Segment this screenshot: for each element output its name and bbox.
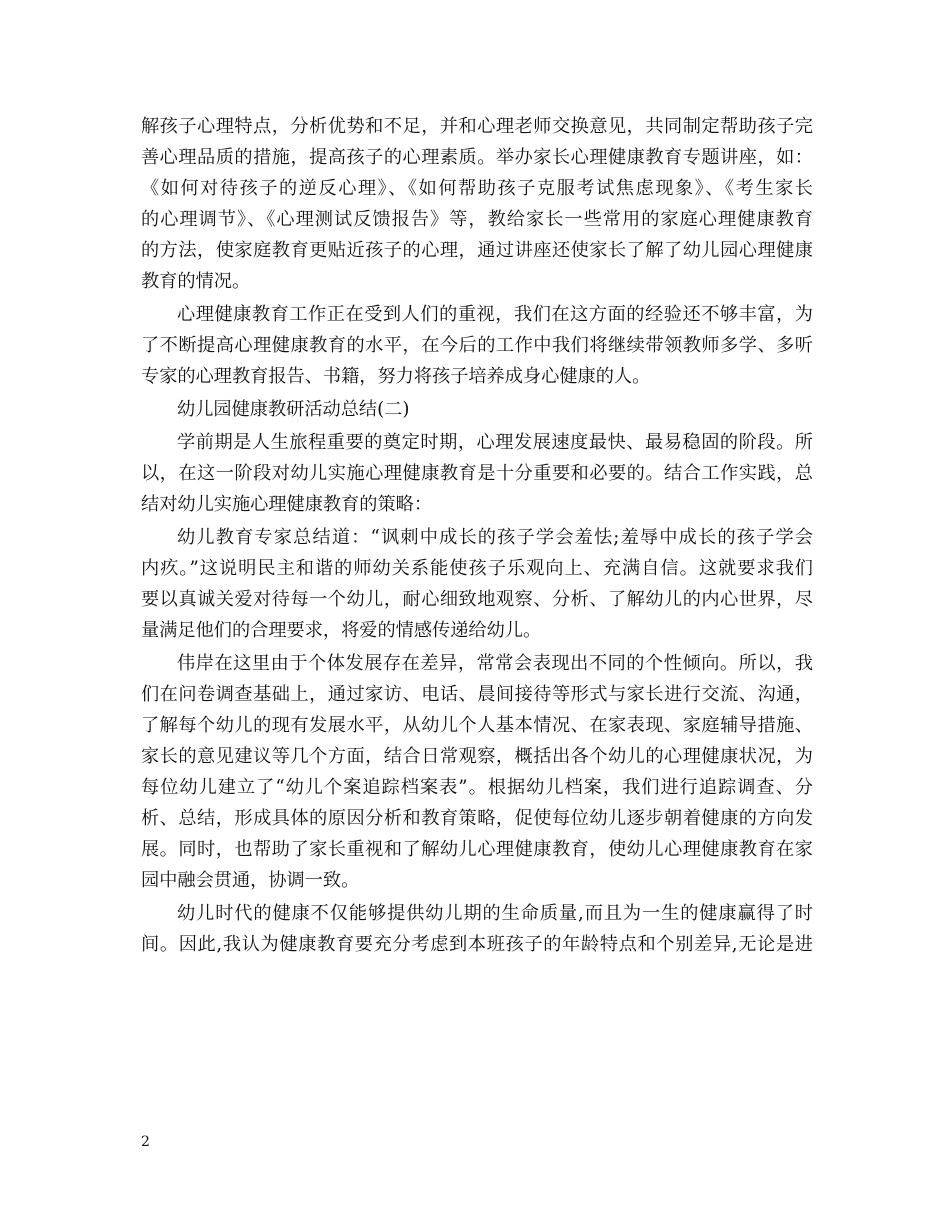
text-line: 的心理调节》、《心理测试反馈报告》等，教给家长一些常用的家庭心理健康教育 xyxy=(141,209,813,230)
text-line: 伟岸在这里由于个体发展存在差异，常常会表现出不同的个性倾向。所以，我 xyxy=(177,653,813,674)
text-line: 结对幼儿实施心理健康教育的策略： xyxy=(141,494,433,515)
text-line: 学前期是人生旅程重要的奠定时期，心理发展速度最快、最易稳固的阶段。所 xyxy=(177,432,813,453)
document-body xyxy=(141,111,813,960)
text-line: 解孩子心理特点，分析优势和不足，并和心理老师交换意见，共同制定帮助孩子完 xyxy=(141,116,813,137)
text-line: 展。同时，也帮助了家长重视和了解幼儿心理健康教育，使幼儿心理健康教育在家 xyxy=(141,839,813,860)
text-line: 每位幼儿建立了“幼儿个案追踪档案表”。根据幼儿档案，我们进行追踪调查、分 xyxy=(141,777,813,798)
text-line: 要以真诚关爱对待每一个幼儿，耐心细致地观察、分析、了解幼儿的内心世界，尽 xyxy=(141,589,813,610)
text-line: 专家的心理教育报告、书籍，努力将孩子培养成身心健康的人。 xyxy=(141,366,651,387)
text-line: 内疚。”这说明民主和谐的师幼关系能使孩子乐观向上、充满自信。这就要求我们 xyxy=(141,558,813,579)
text-line: 家长的意见建议等几个方面，结合日常观察，概括出各个幼儿的心理健康状况，为 xyxy=(141,746,813,767)
text-line: 析、总结，形成具体的原因分析和教育策略，促使每位幼儿逐步朝着健康的方向发 xyxy=(141,808,813,829)
text-line: 教育的情况。 xyxy=(141,271,251,292)
text-line: 了解每个幼儿的现有发展水平，从幼儿个人基本情况、在家表现、家庭辅导措施、 xyxy=(141,715,813,736)
text-line: 园中融会贯通，协调一致。 xyxy=(141,870,360,891)
text-line: 心理健康教育工作正在受到人们的重视，我们在这方面的经验还不够丰富，为 xyxy=(177,304,813,325)
text-line: 《如何对待孩子的逆反心理》、《如何帮助孩子克服考试焦虑现象》、《考生家长 xyxy=(141,178,813,199)
text-line: 幼儿教育专家总结道：“讽刺中成长的孩子学会羞怯;羞辱中成长的孩子学会 xyxy=(177,527,813,548)
page-number: 2 xyxy=(141,1134,150,1150)
text-line: 间。因此,我认为健康教育要充分考虑到本班孩子的年龄特点和个别差异,无论是进 xyxy=(141,934,813,955)
text-line: 幼儿时代的健康不仅能够提供幼儿期的生命质量,而且为一生的健康赢得了时 xyxy=(177,903,813,924)
text-line: 了不断提高心理健康教育的水平，在今后的工作中我们将继续带领教师多学、多听 xyxy=(141,335,813,356)
text-line: 的方法，使家庭教育更贴近孩子的心理，通过讲座还使家长了解了幼儿园心理健康 xyxy=(141,240,813,261)
text-line: 量满足他们的合理要求，将爱的情感传递给幼儿。 xyxy=(141,620,542,641)
text-line: 善心理品质的措施，提高孩子的心理素质。举办家长心理健康教育专题讲座，如： xyxy=(141,147,813,168)
text-line: 们在问卷调查基础上，通过家访、电话、晨间接待等形式与家长进行交流、沟通， xyxy=(141,684,813,705)
text-line: 以，在这一阶段对幼儿实施心理健康教育是十分重要和必要的。结合工作实践，总 xyxy=(141,463,813,484)
section-heading: 幼儿园健康教研活动总结(二) xyxy=(177,399,410,420)
